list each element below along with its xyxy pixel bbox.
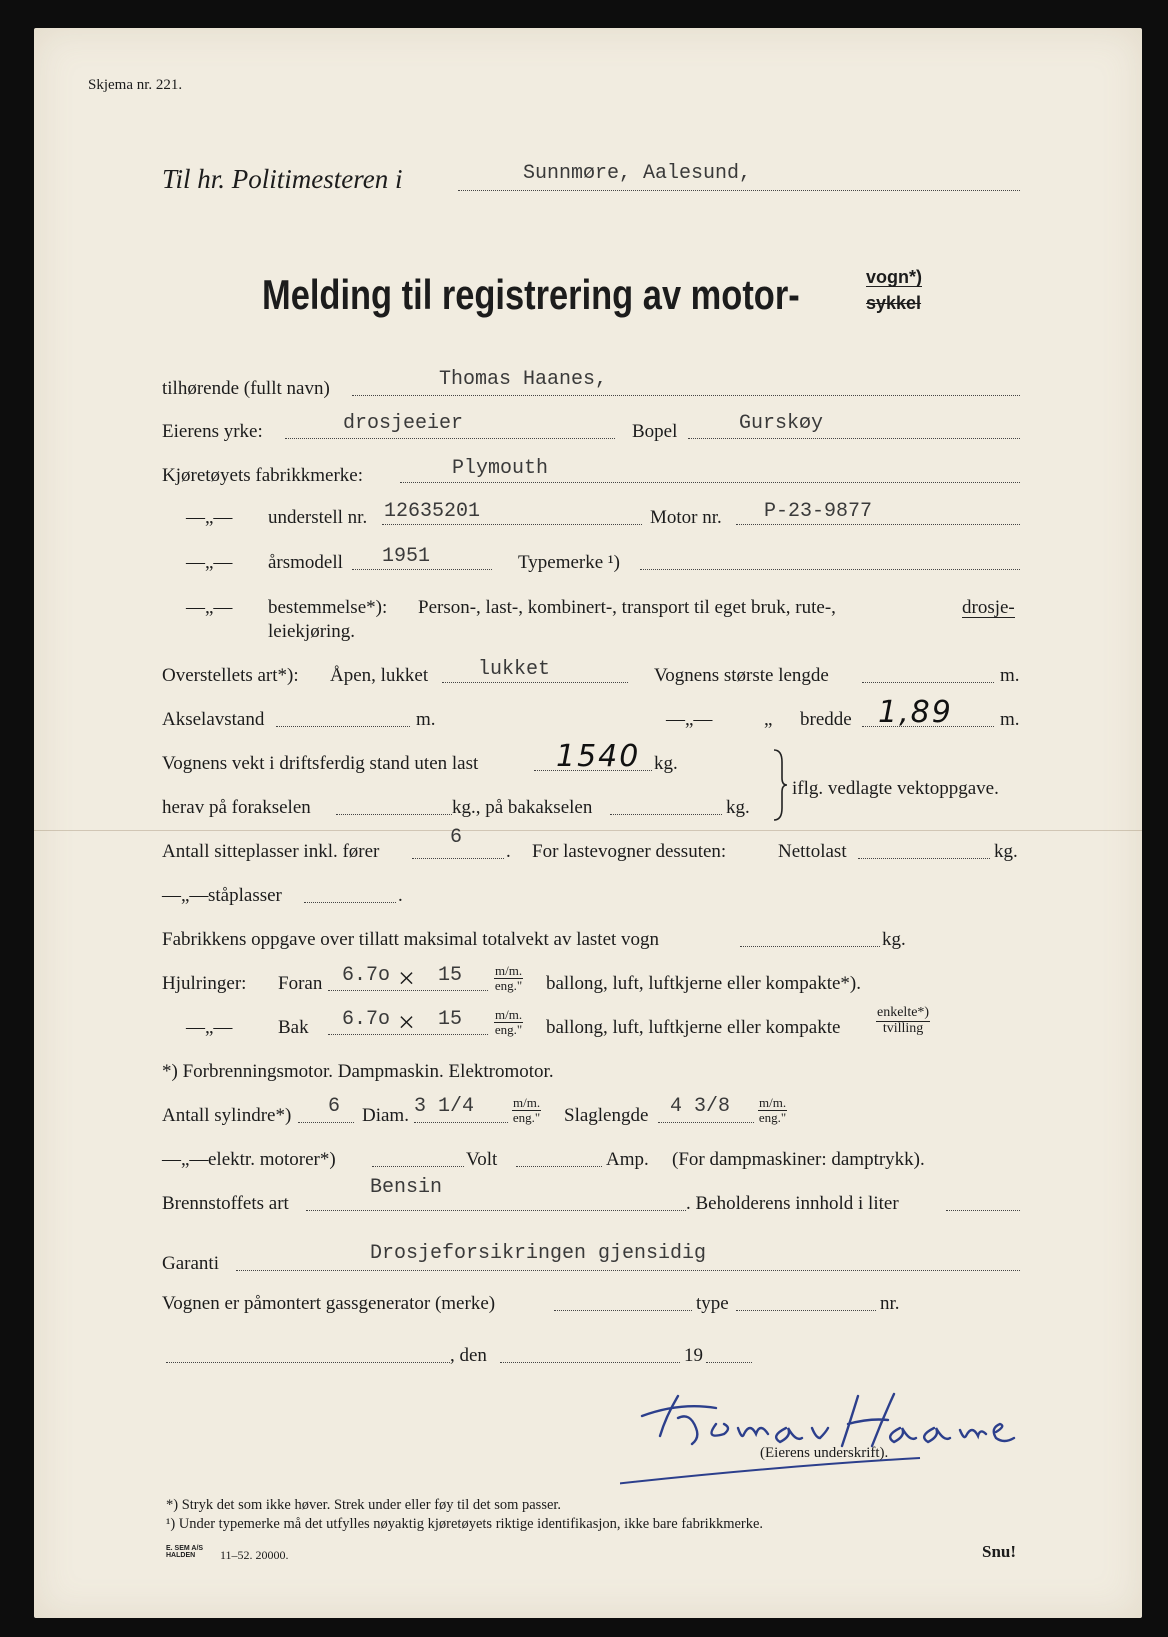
motor-line	[736, 524, 1020, 525]
wheelbase-label: Akselavstand	[162, 709, 265, 730]
seats-line	[412, 858, 504, 859]
occupation-label: Eierens yrke:	[162, 421, 263, 442]
type-line	[640, 569, 1020, 570]
owner-label: tilhørende (fullt navn)	[162, 378, 330, 399]
front-unit: m/m. eng."	[494, 963, 523, 993]
title-vogn: vogn*)	[866, 267, 922, 287]
maxweight-unit: kg.	[882, 929, 906, 950]
width-unit: m.	[1000, 709, 1020, 730]
maxweight-line	[740, 946, 880, 947]
weight-value: 1540	[556, 739, 641, 774]
weight-unit: kg.	[654, 753, 678, 774]
type-label: Typemerke ¹)	[518, 552, 620, 573]
ditto-3: —„—	[186, 597, 233, 618]
elmotor-label: elektr. motorer*)	[208, 1149, 336, 1170]
year-label: årsmodell	[268, 552, 343, 573]
weight-note: iflg. vedlagte vektoppgave.	[792, 778, 999, 799]
standing-label: ståplasser	[208, 885, 282, 906]
elmotor-line	[372, 1166, 464, 1167]
rear-axle-line	[610, 814, 722, 815]
ditto-5: —„—	[162, 885, 209, 906]
steam-label: (For dampmaskiner: damptrykk).	[672, 1149, 925, 1170]
diam-unit: m/m. eng."	[512, 1095, 541, 1125]
signature-label: (Eierens underskrift).	[760, 1445, 889, 1461]
owner-value: Thomas Haanes,	[439, 368, 608, 391]
gas-type-line	[736, 1310, 876, 1311]
width-quote: „	[764, 709, 773, 730]
rear-axle-unit: kg.	[726, 797, 750, 818]
amp-label: Amp.	[606, 1149, 649, 1170]
form-sheet	[34, 28, 1142, 1618]
ditto-6: —„—	[186, 1017, 233, 1038]
net-line	[858, 858, 990, 859]
cyl-value: 6	[328, 1095, 341, 1118]
tank-label: . Beholderens innhold i liter	[686, 1193, 899, 1214]
stroke-value: 4 3/8	[670, 1095, 731, 1118]
owner-line	[352, 395, 1020, 396]
year-prefix: 19	[684, 1345, 703, 1366]
rear-tire-size: 15	[438, 1008, 463, 1031]
fuel-line	[306, 1210, 686, 1211]
diam-label: Diam.	[362, 1105, 409, 1126]
print-info: 11–52. 20000.	[220, 1548, 289, 1562]
width-value: 1,89	[878, 695, 953, 730]
purpose-drosje: drosje-	[962, 597, 1015, 618]
length-line	[862, 682, 994, 683]
engine-types: *) Forbrenningsmotor. Dampmaskin. Elektromotor.	[162, 1061, 554, 1082]
diam-value: 3 1/4	[414, 1095, 475, 1118]
rear-tire-types: ballong, luft, luftkjerne eller kompakte	[546, 1017, 841, 1038]
to-line	[458, 190, 1020, 191]
length-label: Vognens største lengde	[654, 665, 829, 686]
front-tire-width: 6.7o	[342, 964, 391, 987]
body-line	[442, 682, 628, 683]
rear-tire-mount: enkelte*) tvilling	[877, 1005, 930, 1036]
gas-nr-label: nr.	[880, 1293, 900, 1314]
year-line	[352, 569, 492, 570]
purpose-options-2: leiekjøring.	[268, 621, 356, 642]
footnote-1: *) Stryk det som ikke høver. Strek under eller føy til det som passer.	[166, 1497, 562, 1513]
make-value: Plymouth	[452, 457, 549, 480]
net-label: Nettolast	[778, 841, 847, 862]
weight-brace	[770, 748, 788, 822]
make-line	[400, 482, 1020, 483]
date-label: , den	[450, 1345, 487, 1366]
net-unit: kg.	[994, 841, 1018, 862]
seats-value: 6	[450, 826, 463, 849]
motor-value: P-23-9877	[764, 500, 873, 523]
guarantee-line	[236, 1270, 1020, 1271]
seats-label: Antall sitteplasser inkl. fører	[162, 841, 380, 862]
make-label: Kjøretøyets fabrikkmerke:	[162, 465, 364, 486]
maxweight-label: Fabrikkens oppgave over tillatt maksimal totalvekt av lastet vogn	[162, 929, 660, 950]
occupation-value: drosjeeier	[343, 412, 464, 435]
residence-value: Gurskøy	[739, 412, 824, 435]
residence-line	[688, 438, 1020, 439]
occupation-line	[285, 438, 615, 439]
guarantee-value: Drosjeforsikringen gjensidig	[370, 1242, 707, 1265]
chassis-label: understell nr.	[268, 507, 368, 528]
turn-over-note: Snu!	[982, 1542, 1017, 1561]
diam-line	[414, 1122, 508, 1123]
fuel-label: Brennstoffets art	[162, 1193, 289, 1214]
wheelbase-unit: m.	[416, 709, 436, 730]
chassis-value: 12635201	[384, 500, 481, 523]
chassis-line	[382, 524, 642, 525]
gas-type-label: type	[696, 1293, 729, 1314]
guarantee-label: Garanti	[162, 1253, 219, 1274]
gas-label: Vognen er påmontert gassgenerator (merke)	[162, 1293, 496, 1314]
schema-number: Skjema nr. 221.	[88, 77, 183, 93]
weight-label: Vognens vekt i driftsferdig stand uten last	[162, 753, 479, 774]
stroke-unit: m/m. eng."	[758, 1095, 787, 1125]
purpose-label: bestemmelse*):	[268, 597, 388, 618]
truck-label: For lastevogner dessuten:	[532, 841, 727, 862]
motor-label: Motor nr.	[650, 507, 722, 528]
front-axle-line	[336, 814, 452, 815]
purpose-options: Person-, last-, kombinert-, transport til eget bruk, rute-,	[418, 597, 836, 618]
length-unit: m.	[1000, 665, 1020, 686]
front-label: Foran	[278, 973, 323, 994]
ditto-2: —„—	[186, 552, 233, 573]
rear-times: ×	[398, 1006, 415, 1039]
printer-mark: E. SEM A/S HALDEN	[166, 1545, 204, 1559]
standing-line	[304, 902, 396, 903]
ditto-1: —„—	[186, 507, 233, 528]
front-tire-types: ballong, luft, luftkjerne eller kompakte*).	[546, 973, 861, 994]
title-sykkel: sykkel	[866, 293, 922, 313]
year-line-2	[706, 1362, 752, 1363]
tires-label: Hjulringer:	[162, 973, 247, 994]
volt-line	[516, 1166, 602, 1167]
stroke-label: Slaglengde	[564, 1105, 649, 1126]
body-label: Overstellets art*):	[162, 665, 299, 686]
footnote-2: ¹) Under typemerke må det utfylles nøyaktig kjøretøyets riktige identifikasjon, ikke bare fabrikkmerke.	[166, 1516, 764, 1532]
front-axle-label: herav på forakselen	[162, 797, 311, 818]
date-line	[500, 1362, 680, 1363]
cyl-line	[298, 1122, 354, 1123]
to-label: Til hr. Politimesteren i	[162, 164, 403, 194]
year-value: 1951	[382, 545, 431, 568]
ditto-4: —„—	[666, 709, 713, 730]
width-label: bredde	[800, 709, 852, 730]
wheelbase-line	[276, 726, 410, 727]
rear-tire-width: 6.7o	[342, 1008, 391, 1031]
body-value: lukket	[478, 658, 551, 681]
gas-line	[554, 1310, 692, 1311]
form-title: Melding til registrering av motor-	[262, 271, 800, 318]
fuel-value: Bensin	[370, 1176, 443, 1199]
rear-label: Bak	[278, 1017, 309, 1038]
rear-unit: m/m. eng."	[494, 1007, 523, 1037]
cyl-label: Antall sylindre*)	[162, 1105, 292, 1126]
place-line	[166, 1362, 450, 1363]
front-tire-size: 15	[438, 964, 463, 987]
ditto-7: —„—	[162, 1149, 209, 1170]
body-options: Åpen, lukket	[330, 665, 429, 686]
rear-axle-label: kg., på bakakselen	[452, 797, 593, 818]
owner-signature	[620, 1388, 1060, 1488]
front-times: ×	[398, 962, 415, 995]
tank-line	[946, 1210, 1020, 1211]
residence-label: Bopel	[632, 421, 678, 442]
stroke-line	[658, 1122, 754, 1123]
volt-label: Volt	[466, 1149, 498, 1170]
fold-line	[34, 830, 1142, 831]
to-value: Sunnmøre, Aalesund,	[523, 162, 752, 185]
